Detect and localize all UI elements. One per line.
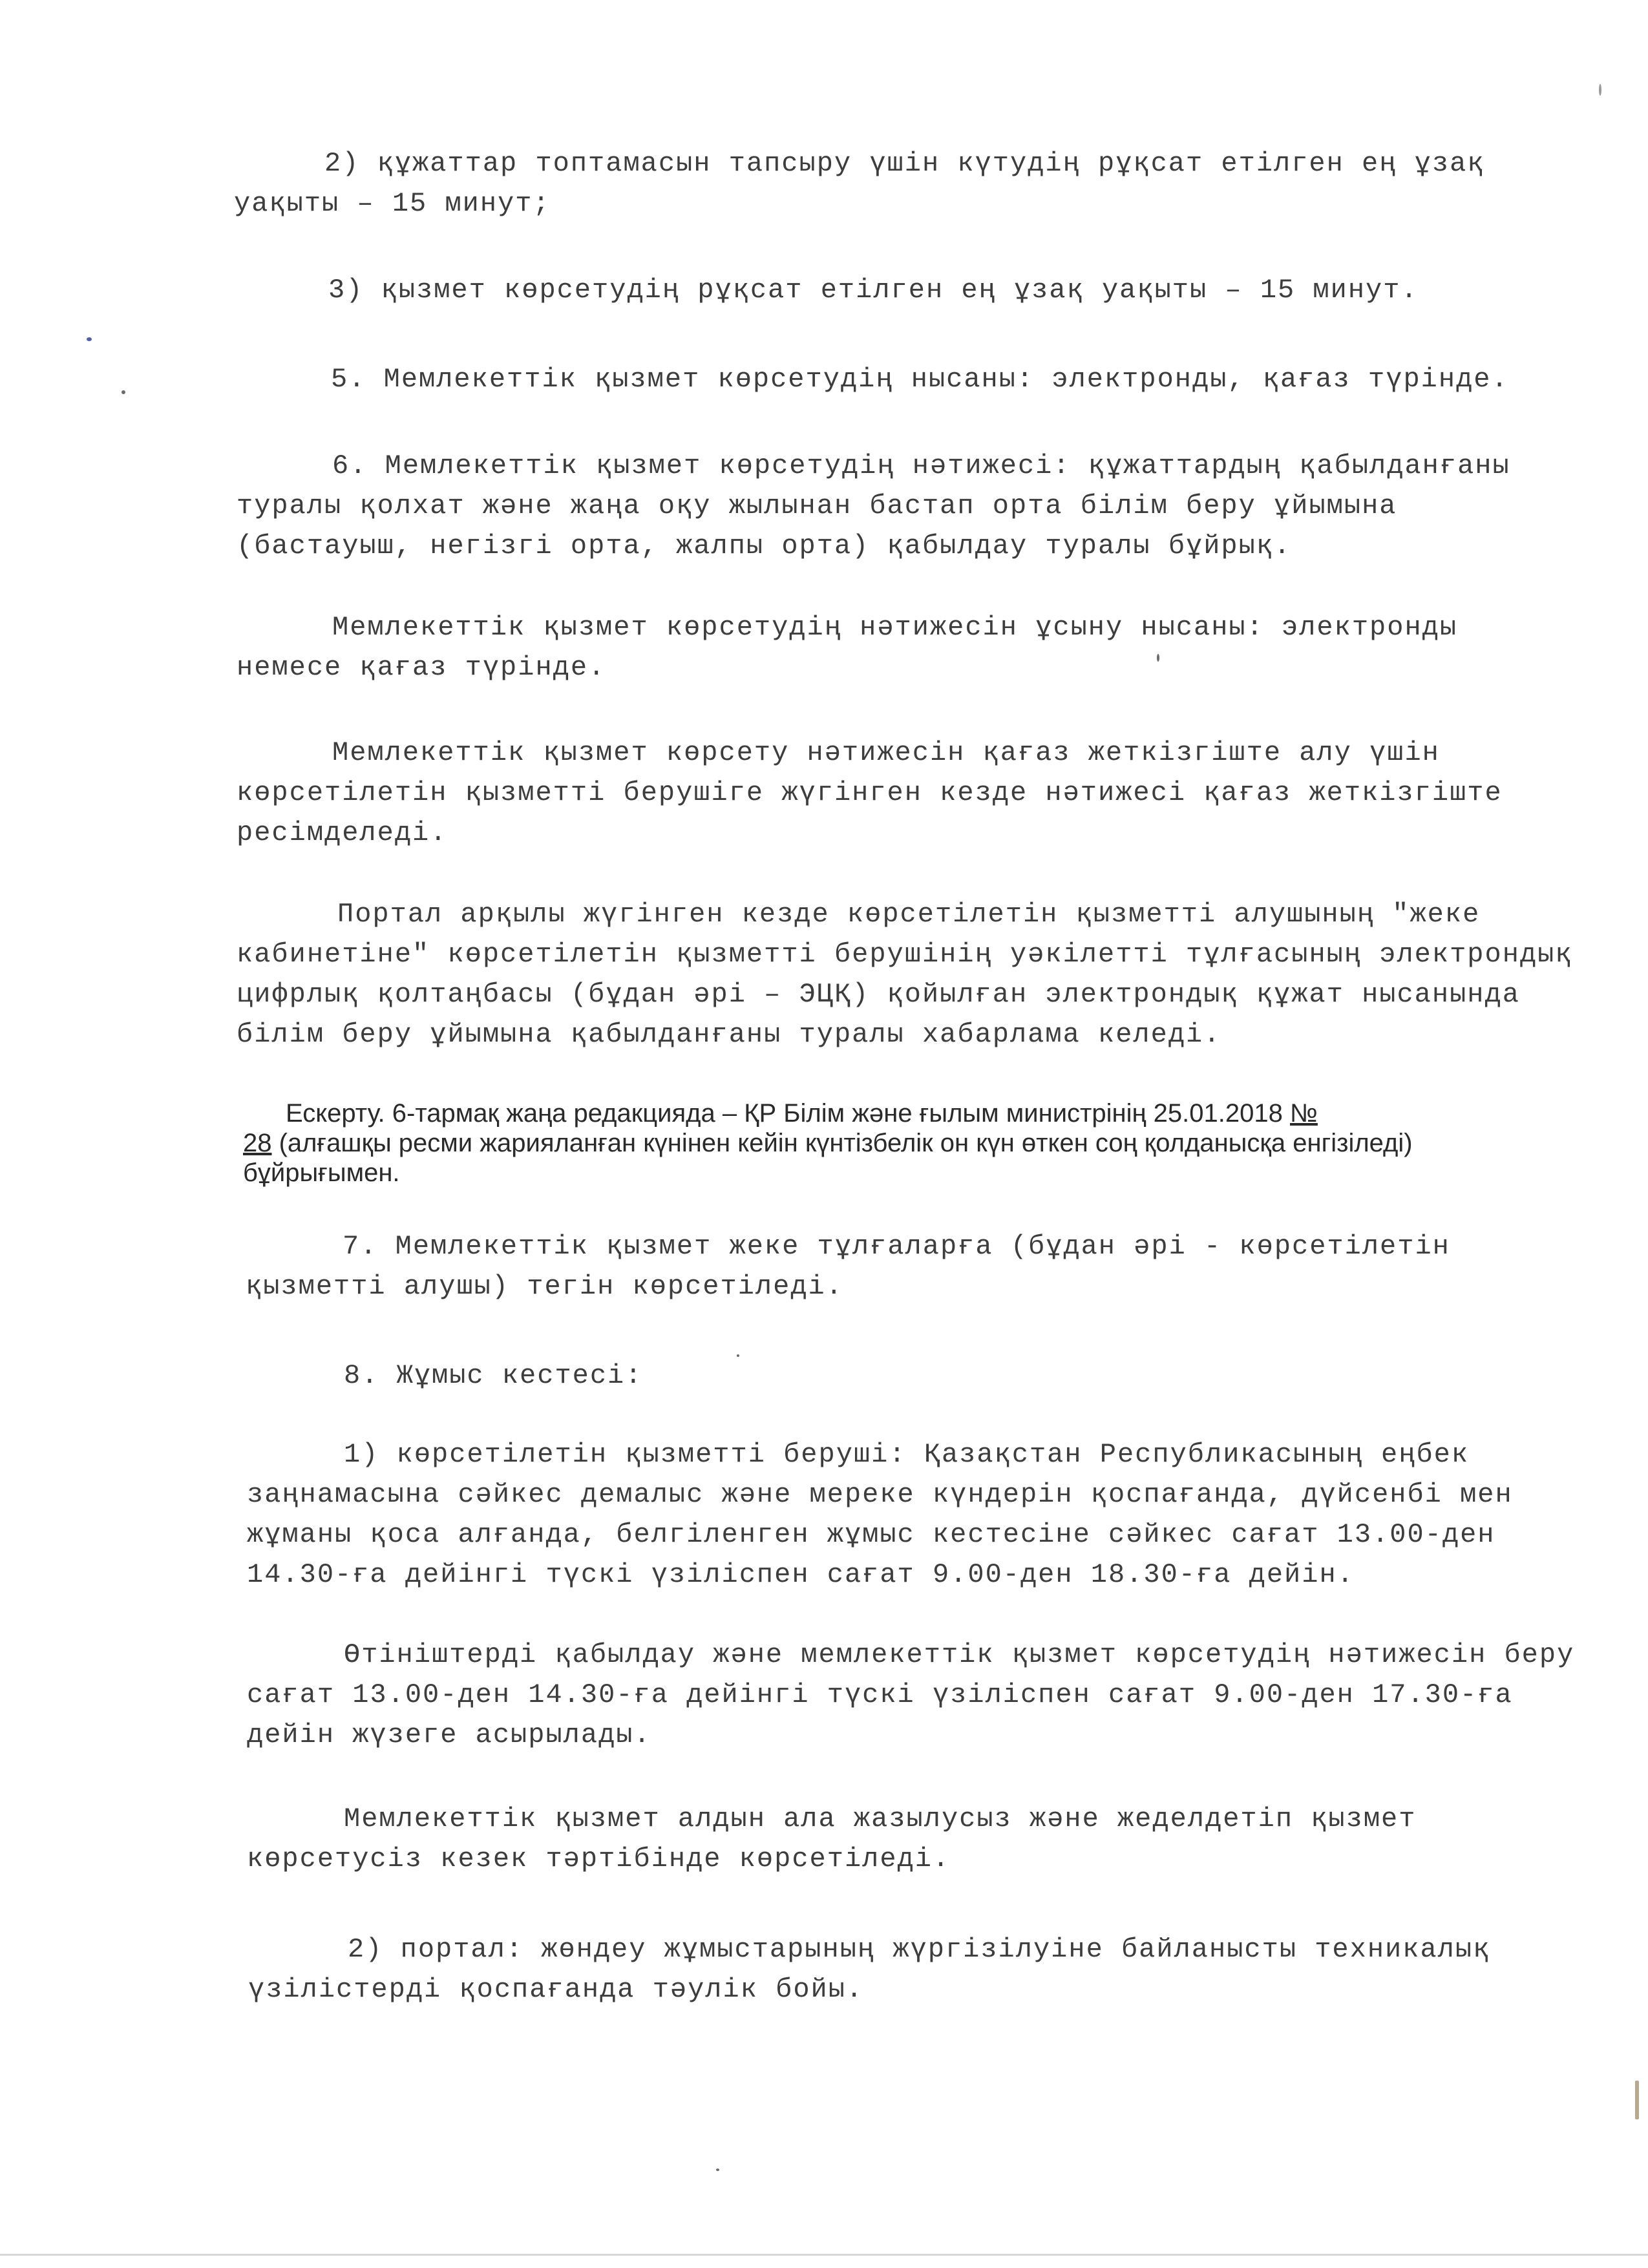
paragraph-3 [328,270,1419,310]
text-line: туралы қолхат және жаңа оқу жылынан бастап орта білім беру ұйымына [237,490,1397,521]
text-line: 5. Мемлекеттік қызмет көрсетудің нысаны: электронды, қағаз түрінде. [331,364,1509,395]
text-line: 6. Мемлекеттік қызмет көрсетудің нәтижесі: құжаттардың қабылданғаны [332,450,1510,481]
paragraph-8 [344,1356,642,1396]
text-line: цифрлық қолтаңбасы (бұдан әрі – ЭЦҚ) қойылған электрондық құжат нысанында [237,979,1520,1010]
text-line: кабинетіне" көрсетілетін қызметті берушінің уәкілетті тұлғасының электрондық [237,939,1573,970]
text-line: немесе қағаз түрінде. [237,652,606,683]
text-line: 3) қызмет көрсетудің рұқсат етілген ең ұзақ уақыты – 15 минут. [328,275,1419,306]
text-line: (бастауыш, негізгі орта, жалпы орта) қабылдау туралы бұйрық. [237,530,1292,562]
paragraph-6 [237,446,1510,566]
paragraph-8-1 [247,1434,1513,1595]
text-line: 7. Мемлекеттік қызмет жеке тұлғаларға (бұдан әрі - көрсетілетін [343,1231,1450,1262]
note-line [243,1098,1413,1128]
order-number-link[interactable]: 28 [243,1129,272,1157]
text-line: уақыты – 15 минут; [234,188,551,219]
text-line: қызметті алушы) тегін көрсетіледі. [246,1271,843,1302]
note-text: (алғашқы ресми жарияланған күнінен кейін күнтізбелік он күн өткен соң қолданысқа енгізіледі) [271,1129,1413,1157]
note-line: бұйрығымен. [243,1159,400,1187]
text-line: заңнамасына сәйкес демалыс және мереке күндерін қоспағанда, дүйсенбі мен [247,1479,1513,1510]
scan-speck [87,337,92,341]
paragraph-6-portal [237,894,1573,1055]
scan-speck [1599,84,1601,96]
text-line: ресімделеді. [237,817,448,848]
paragraph-6-paper [237,733,1503,853]
text-line: дейін жүзеге асырылады. [247,1719,651,1750]
order-number-link[interactable]: № [1289,1099,1318,1128]
note-line [243,1128,1413,1158]
text-line: Мемлекеттік қызмет алдын ала жазылусыз және жеделдетіп қызмет [344,1803,1417,1834]
page-bottom-edge [0,2254,1648,2256]
scan-speck [1635,2081,1639,2119]
paragraph-2 [234,143,1484,224]
scan-speck [716,2168,719,2171]
text-line: сағат 13.00-ден 14.30-ға дейінгі түскі үзіліспен сағат 9.00-ден 17.30-ға [247,1679,1513,1710]
paragraph-8-queue [247,1799,1416,1879]
text-line: үзілістерді қоспағанда тәулік бойы. [248,1974,864,2005]
text-line: 14.30-ға дейінгі түскі үзіліспен сағат 9.00-ден 18.30-ға дейін. [247,1559,1355,1590]
text-line: көрсетусіз кезек тәртібінде көрсетіледі. [247,1843,951,1874]
paragraph-8-2 [248,1929,1490,2010]
paragraph-8-applications [247,1635,1574,1755]
text-line: 8. Жұмыс кестесі: [344,1360,643,1391]
text-line: 1) көрсетілетін қызметті беруші: Қазақстан Республикасының еңбек [344,1439,1470,1470]
text-line: 2) құжаттар топтамасын тапсыру үшін күтудің рұқсат етілген ең ұзақ [324,148,1485,179]
scan-speck [1157,654,1159,662]
text-line: Мемлекеттік қызмет көрсету нәтижесін қағаз жеткізгіште алу үшін [332,737,1440,768]
text-line: Мемлекеттік қызмет көрсетудің нәтижесін ұсыну нысаны: электронды [332,612,1458,643]
paragraph-6-result-form [237,607,1457,688]
text-line: көрсетілетін қызметті берушіге жүгінген кезде нәтижесі қағаз жеткізгіште [237,777,1503,808]
note-text: Ескерту. 6-тармақ жаңа редакцияда – ҚР Білім және ғылым министрінің 25.01.2018 [286,1099,1290,1128]
scan-speck [121,390,125,394]
paragraph-5 [331,359,1509,399]
text-line: Портал арқылы жүгінген кезде көрсетілетін қызметті алушының "жеке [337,899,1481,930]
text-line: 2) портал: жөндеу жұмыстарының жүргізілуіне байланысты техникалық [348,1934,1491,1965]
text-line: Өтініштерді қабылдау және мемлекеттік қызмет көрсетудің нәтижесін беру [344,1639,1575,1670]
paragraph-7 [246,1226,1450,1307]
text-line: жұманы қоса алғанда, белгіленген жұмыс кестесіне сәйкес сағат 13.00-ден [247,1519,1495,1550]
amendment-note [243,1098,1413,1188]
text-line: білім беру ұйымына қабылданғаны туралы хабарлама келеді. [237,1019,1221,1050]
scan-speck [737,1354,739,1357]
